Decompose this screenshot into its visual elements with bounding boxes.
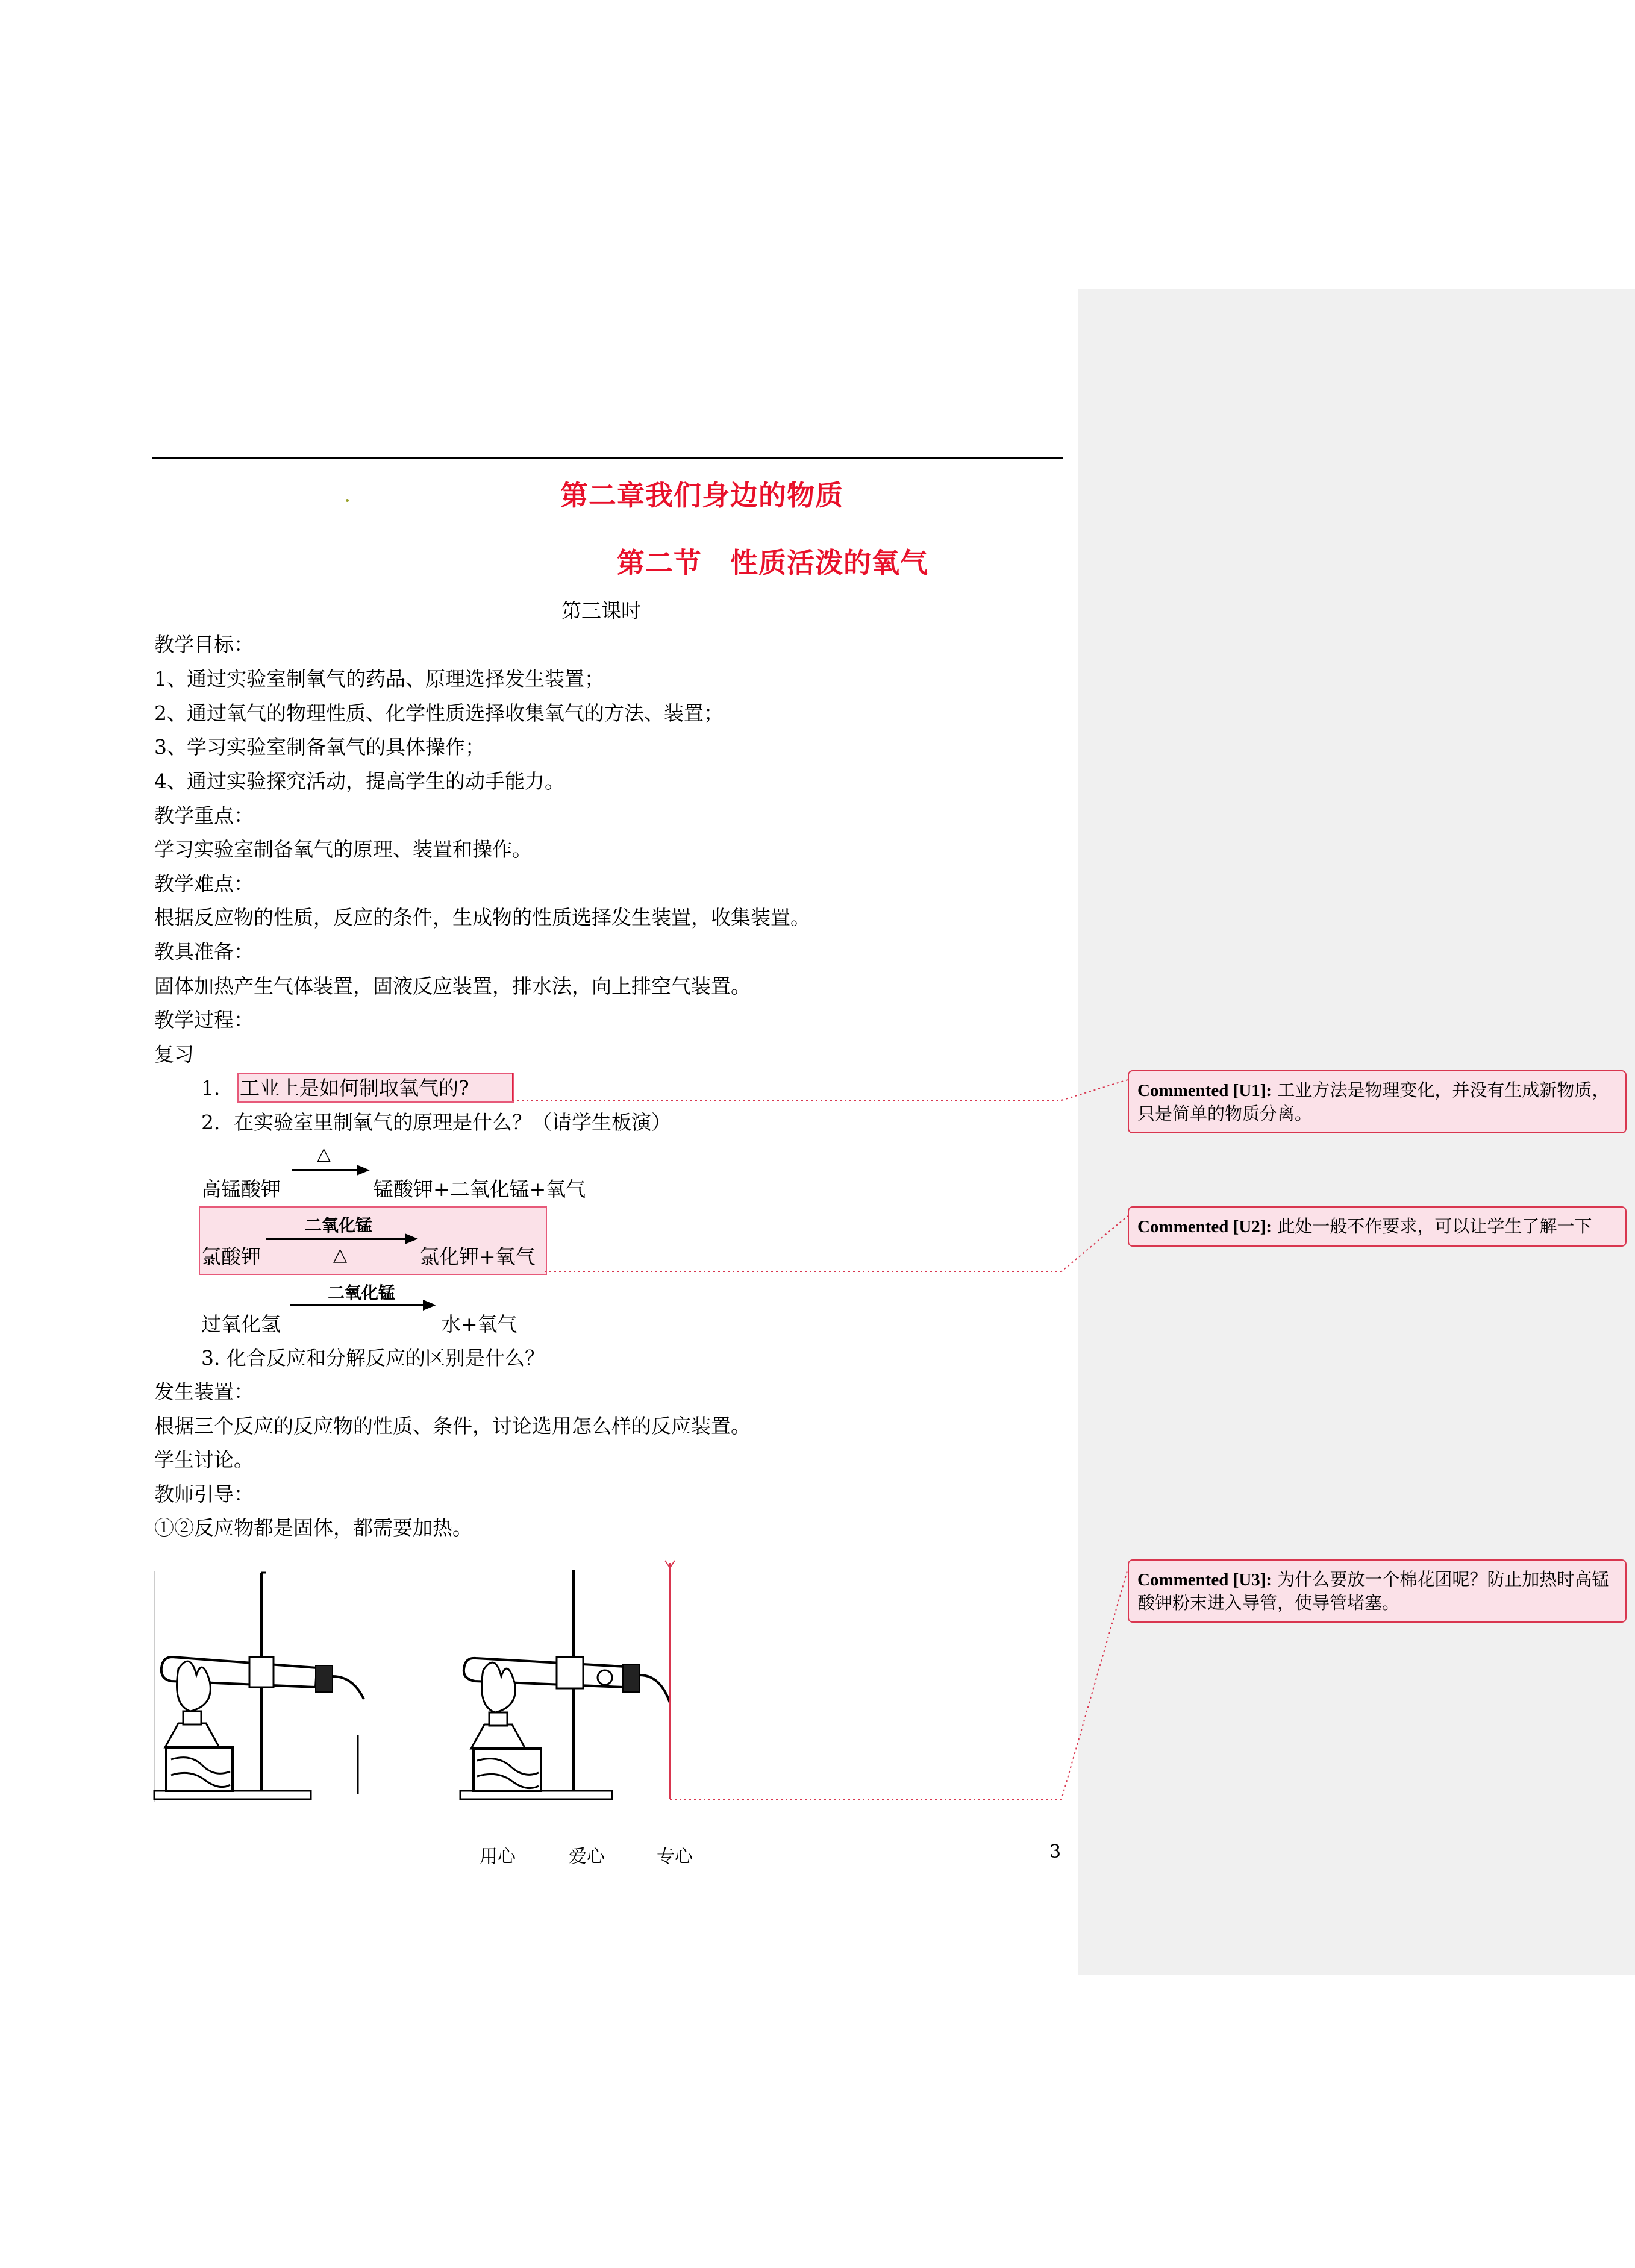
- catalyst-label: 二氧化锰: [328, 1283, 396, 1303]
- comment-label: Commented [U1]:: [1137, 1081, 1272, 1100]
- difficulty-text: 根据反应物的性质，反应的条件，生成物的性质选择发生装置，收集装置。: [154, 906, 810, 929]
- question-3-text: 3. 化合反应和分解反应的区别是什么？: [201, 1346, 545, 1370]
- tools-heading: 教具准备：: [154, 940, 254, 963]
- apparatus-text: 根据三个反应的反应物的性质、条件，讨论选用怎么样的反应装置。: [154, 1414, 751, 1438]
- reaction-1-reactant: 高锰酸钾: [201, 1177, 281, 1201]
- note-solid-heating: ①②反应物都是固体，都需要加热。: [154, 1516, 472, 1540]
- comment-u2[interactable]: [1128, 1206, 1627, 1247]
- reaction-2-products: 氯化钾+氧气: [419, 1245, 536, 1268]
- heat-symbol: △: [317, 1144, 331, 1165]
- comment-u1[interactable]: [1128, 1070, 1627, 1133]
- comment-text: 工业方法是物理变化，并没有生成新物质，只是简单的物质分离。: [1137, 1080, 1610, 1124]
- apparatus-heading: 发生装置：: [154, 1380, 254, 1403]
- process-heading: 教学过程：: [154, 1008, 254, 1032]
- comment-label: Commented [U3]:: [1137, 1570, 1272, 1590]
- goal-item: 3、学习实验室制备氧气的具体操作；: [154, 735, 485, 759]
- tools-text: 固体加热产生气体装置，固液反应装置，排水法，向上排空气装置。: [154, 974, 751, 998]
- reaction-3-products: 水+氧气: [441, 1312, 517, 1336]
- goals-heading: 教学目标：: [154, 633, 254, 656]
- comment-text: 为什么要放一个棉花团呢？防止加热时高锰酸钾粉末进入导管，使导管堵塞。: [1137, 1569, 1610, 1613]
- question-1-text: 工业上是如何制取氧气的?: [240, 1076, 469, 1100]
- reaction-3-reactant: 过氧化氢: [201, 1312, 281, 1336]
- reaction-1-products: 锰酸钾+二氧化锰+氧气: [374, 1177, 586, 1201]
- footer-slogan-2: 爱心: [569, 1846, 605, 1867]
- goal-item: 1、通过实验室制氧气的药品、原理选择发生装置；: [154, 667, 604, 691]
- catalyst-label: 二氧化锰: [305, 1215, 373, 1235]
- difficulty-heading: 教学难点：: [154, 872, 254, 895]
- key-heading: 教学重点：: [154, 804, 254, 827]
- lesson-label: 第三课时: [561, 599, 641, 622]
- comment-u3[interactable]: [1128, 1559, 1627, 1623]
- question-1-number: 1．: [201, 1076, 234, 1100]
- key-text: 学习实验室制备氧气的原理、装置和操作。: [154, 838, 532, 861]
- goal-item: 2、通过氧气的物理性质、化学性质选择收集氧气的方法、装置；: [154, 701, 724, 725]
- question-2-text: 2．在实验室里制氧气的原理是什么？（请学生板演）: [201, 1111, 671, 1134]
- teacher-guide-heading: 教师引导：: [154, 1482, 254, 1506]
- chapter-title: 第二章我们身边的物质: [560, 479, 843, 512]
- reaction-2-reactant: 氯酸钾: [201, 1245, 261, 1268]
- review-heading: 复习: [154, 1042, 194, 1066]
- page-number: 3: [1049, 1841, 1061, 1862]
- footer-slogan-3: 专心: [657, 1846, 693, 1867]
- footer-slogan-1: 用心: [480, 1846, 516, 1867]
- goal-item: 4、通过实验探究活动，提高学生的动手能力。: [154, 769, 564, 793]
- heat-symbol: △: [333, 1244, 348, 1265]
- comment-text: 此处一般不作要求，可以让学生了解一下: [1277, 1216, 1592, 1236]
- comment-label: Commented [U2]:: [1137, 1217, 1272, 1236]
- discussion-text: 学生讨论。: [154, 1448, 254, 1471]
- section-title: 第二节 性质活泼的氧气: [617, 547, 928, 579]
